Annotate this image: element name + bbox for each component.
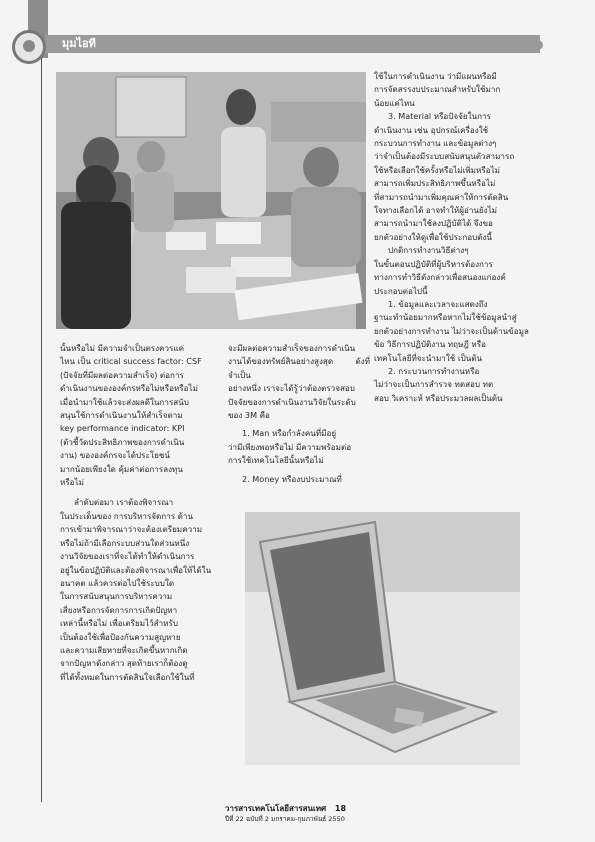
text-line: ปกติการทำงานวิธีต่างๆ bbox=[388, 245, 469, 256]
text-line: ไหน เป็น critical success factor: CSF bbox=[60, 356, 202, 367]
text-line: สามารถเพิ่มประสิทธิภาพขึ้นหรือไม่ bbox=[374, 178, 496, 189]
text-line: ยกตัวอย่างการทำงาน ไม่ว่าจะเป็นด้านข้อมูล bbox=[374, 325, 529, 336]
text-line: ใช้ในการดำเนินงาน ว่ามีแผนหรือมี bbox=[374, 71, 497, 81]
text-line: ดำเนินงานขององค์กรหรือไม่หรือหรือไม่ bbox=[60, 383, 198, 394]
text-line: ทางการทำวิธีดังกล่าวเพื่อสนองแก่องค์ bbox=[374, 272, 506, 283]
text-line: key performance indicator: KPI bbox=[60, 423, 185, 434]
text-line: มากน้อยเพียงใด คุ้มค่าต่อการลงทุน bbox=[60, 463, 183, 474]
text-line: งาน) ขององค์กรจะได้ประโยชน์ bbox=[60, 450, 170, 461]
text-line: ดำเนินงาน เช่น อุปกรณ์เครื่องใช้ bbox=[374, 124, 489, 135]
text-line: ใช้หรือเลือกใช้ครั้งหรือไม่เพิ่มหรือไม่ bbox=[374, 164, 500, 175]
text-line: น้อยแค่ไหน bbox=[374, 97, 415, 108]
text-line: 1. ข้อมูลและเวลาจะแสดงถึง bbox=[388, 298, 488, 309]
text-line: สอบ วิเคราะห์ หรือประมวลผลเป็นต้น bbox=[374, 392, 503, 403]
right-column-text bbox=[374, 70, 544, 405]
text-line: ที่สามารถนำมาเพิ่มคุณค่าให้การตัดสิน bbox=[374, 191, 509, 202]
text-line: ว่าจำเป็นต้องมีระบบสนับสนุนตัวสามารถ bbox=[374, 151, 515, 162]
text-line: การเข้ามาพิจารณาว่าจะต้องเตรียมความ bbox=[60, 524, 203, 535]
page-footer bbox=[225, 803, 405, 825]
text-line: ประกอบต่อไปนี้ bbox=[374, 285, 428, 296]
text-line: สนุนใช้การดำเนินงานให้สำเร็จตาม bbox=[60, 410, 183, 421]
text-line: การจัดสรรงบประมาณสำหรับใช้มาก bbox=[374, 84, 501, 95]
text-line: ในขั้นตอนปฏิบัติที่ผู้บริหารต้องการ bbox=[374, 258, 493, 269]
text-line: งานวิจัยของเราที่จะได้ทำให้ดำเนินการ bbox=[60, 551, 195, 562]
text-line: ในการสนับสนุนการบริหารความ bbox=[60, 591, 173, 602]
text-line: ว่ามีเพียงพอหรือไม่ มีความพร้อมต่อ bbox=[228, 441, 352, 452]
text-line: หรือไม่ bbox=[60, 477, 84, 488]
text-line: การใช้เทคโนโลยีนั้นหรือไม่ bbox=[228, 455, 324, 466]
page-number: 18 bbox=[334, 804, 347, 813]
text-line: ข้อ วิธีการปฏิบัติงาน ทฤษฎี หรือ bbox=[374, 339, 486, 350]
left-column-text bbox=[60, 342, 218, 684]
meeting-photo-graphic bbox=[56, 72, 366, 329]
text-line: ไม่ว่าจะเป็นการสำรวจ ทดสอบ ทด bbox=[374, 379, 494, 390]
meeting-photo bbox=[56, 72, 366, 329]
margin-rule bbox=[41, 58, 42, 802]
section-title: มุมไอที bbox=[62, 37, 96, 50]
magazine-name: วารสารเทคโนโลยีสารสนเทศ bbox=[225, 804, 327, 813]
text-line: เมื่อนำมาใช้แล้วจะส่งผลดีในการสนับ bbox=[60, 396, 189, 407]
header-bar bbox=[45, 35, 540, 53]
text-line: ในประเด็นของ การบริหารจัดการ ด้าน bbox=[60, 510, 193, 521]
text-line: ฐานะทำน้อยมากหรือหากไม่ใช้ข้อมูลนำสู่ bbox=[374, 312, 517, 323]
text-line: 2. Money หรืองบประมาณที่ bbox=[242, 473, 342, 484]
text-line: ของ 3M คือ bbox=[228, 410, 270, 421]
issue-info: ปีที่ 22 ฉบับที่ 2 มกราคม-กุมภาพันธ์ 2550 bbox=[225, 815, 345, 823]
text-line: อยู่ในข้อปฏิบัติและต้องพิจารณาเพื่อให้ได้ใน bbox=[60, 564, 212, 575]
text-line: นั้นหรือไม่ มีความจำเป็นตรงควรแค่ bbox=[60, 343, 184, 353]
text-line: (ปัจจัยที่มีผลต่อความสำเร็จ) ต่อการ bbox=[60, 369, 184, 380]
text-line: อนาคต แล้วควรต่อไปใช้ระบบใด bbox=[60, 577, 175, 588]
text-line: อย่างหนึ่ง เราจะได้รู้ว่าต้องตรวจสอบ bbox=[228, 383, 355, 394]
text-line: เสี่ยงหรือการจัดการการเกิดปัญหา bbox=[60, 604, 178, 615]
text-line: 2. กระบวนการทำงานหรือ bbox=[388, 365, 480, 376]
text-line: ลำดับต่อมา เราต้องพิจารณา bbox=[74, 497, 174, 508]
text-line: สามารถนำมาใช้ลงปฏิบัติได้ จึงขอ bbox=[374, 218, 493, 229]
text-line: ที่ได้ทั้งหมดในการตัดสินใจเลือกใช้ในที่ bbox=[60, 671, 195, 682]
laptop-graphic bbox=[245, 512, 520, 765]
text-line: กระบวนการทำงาน และข้อมูลต่างๆ bbox=[374, 138, 497, 149]
text-line: ปัจจัยของการดำเนินงานวิจัยในระดับ bbox=[228, 396, 356, 407]
text-line: ใจทางเลือกได้ อาจทำให้ผู้อ่านยังไม่ bbox=[374, 205, 498, 216]
text-line: 3. Material หรือปัจจัยในการ bbox=[388, 111, 491, 122]
text-line: งานได้ของทรัพย์สินอย่างสูงสุด ดังที่จำเป็น bbox=[228, 356, 370, 380]
text-line: 1. Man หรือกำลังคนที่มีอยู่ bbox=[242, 428, 337, 439]
header-end-dot-icon bbox=[533, 40, 543, 50]
laptop-photo bbox=[245, 512, 520, 765]
text-line: เป็นต้องใช้เพื่อป้องกันความสูญหาย bbox=[60, 631, 181, 642]
text-line: เทคโนโลยีที่จะนำมาใช้ เป็นต้น bbox=[374, 352, 483, 363]
text-line: (ตัวชี้วัดประสิทธิภาพของการดำเนิน bbox=[60, 436, 185, 447]
text-line: จากปัญหาดังกล่าว สุดท้ายเราก็ต้องดู bbox=[60, 658, 188, 669]
text-line: จะมีผลต่อความสำเร็จของการดำเนิน bbox=[228, 343, 356, 353]
text-line: ยกตัวอย่างให้ดูเพื่อใช้ประกอบดังนี้ bbox=[374, 231, 492, 242]
text-line: หรือไม่ถ้ามีเลือกระบบส่วนใดส่วนหนึ่ง bbox=[60, 537, 190, 548]
middle-column-text bbox=[228, 342, 370, 486]
text-line: และความเสียหายที่จะเกิดขึ้นหากเกิด bbox=[60, 644, 188, 655]
header-dot-icon bbox=[23, 40, 35, 52]
text-line: เหล่านี้หรือไม่ เพื่อเตรียมไว้สำหรับ bbox=[60, 618, 178, 629]
